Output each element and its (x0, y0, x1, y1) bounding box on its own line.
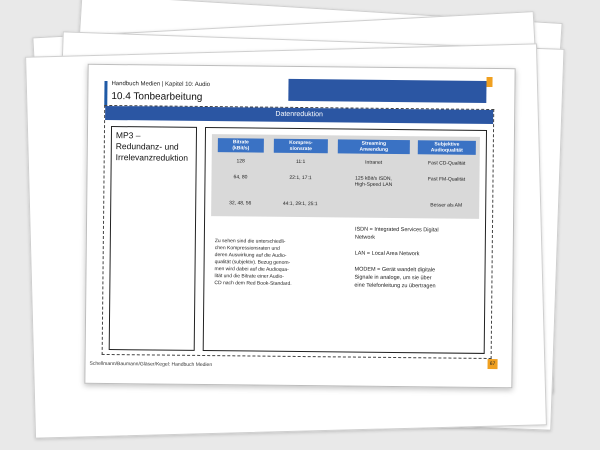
header-corner-accent (486, 77, 492, 87)
table-cell (337, 201, 409, 202)
table-column (338, 139, 410, 188)
topic-title-line: Redundanz- und (115, 141, 179, 152)
topic-title-line: Irrelevanzreduktion (115, 152, 189, 163)
table-cell: 44:1, 29:1, 25:1 (282, 200, 318, 208)
glossary-entry-lan: LAN = Local Area Network (354, 250, 420, 258)
page-number-badge: 67 (488, 359, 498, 369)
content-box (203, 127, 487, 354)
column-header: Subjektive Audioqualität (418, 140, 476, 155)
glossary-entry-isdn: ISDN = Integrated Services Digital Network (354, 226, 439, 241)
table-cell: 32, 48, 56 (229, 200, 252, 207)
table-cell: Intranet (365, 159, 383, 166)
column-header: Bitrate (kBit/s) (218, 138, 264, 152)
header-accent-bar (104, 81, 107, 107)
table-cell: 64, 80 (233, 174, 248, 181)
glossary (354, 226, 475, 299)
compression-table (211, 134, 480, 219)
breadcrumb: Handbuch Medien | Kapitel 10: Audio (111, 81, 211, 89)
table-column (218, 138, 264, 207)
table-cell: Besser als AM (430, 202, 463, 209)
explanation-text: Zu sehen sind die unterschiedli- chen Kompressionsraten und deren Auswirkung auf die Audio- qualität (subjektiv). Bezug genom- men wird dabei auf die Audioqua- lität und die Bitrate einer Audio- CD nach dem Red Book-Standard. (214, 238, 292, 287)
table-cell: 22:1, 17:1 (289, 174, 312, 182)
column-header: Streaming Anwendung (338, 139, 410, 154)
table-cell: 128 (236, 158, 245, 165)
topic-box (109, 126, 197, 351)
table-cell: 11:1 (295, 158, 306, 166)
glossary-entry-modem: MODEM = Gerät wandelt digitale Signale in analoge, um sie über eine Telefonleitung zu übertragen (354, 266, 436, 290)
topic-title-line: MP3 – (115, 130, 141, 141)
footer-credit: Schellmann/Baumann/Gläser/Kegel: Handbuch Medien (89, 360, 213, 369)
table-column (418, 140, 476, 209)
slide-page (84, 64, 515, 388)
content-frame (102, 105, 495, 359)
column-header: Kompres- sionsrate (274, 139, 328, 154)
header-band (288, 79, 486, 103)
chapter-title: 10.4 Tonbearbeitung (111, 91, 203, 103)
table-column (274, 139, 328, 208)
section-title: Datenreduktion (105, 106, 493, 124)
table-cell: Fast FM-Qualität (427, 176, 466, 183)
table-cell: 125 kBit/s ISDN, High-Speed LAN (354, 175, 393, 188)
table-cell: Fast CD-Qualität (428, 160, 466, 167)
